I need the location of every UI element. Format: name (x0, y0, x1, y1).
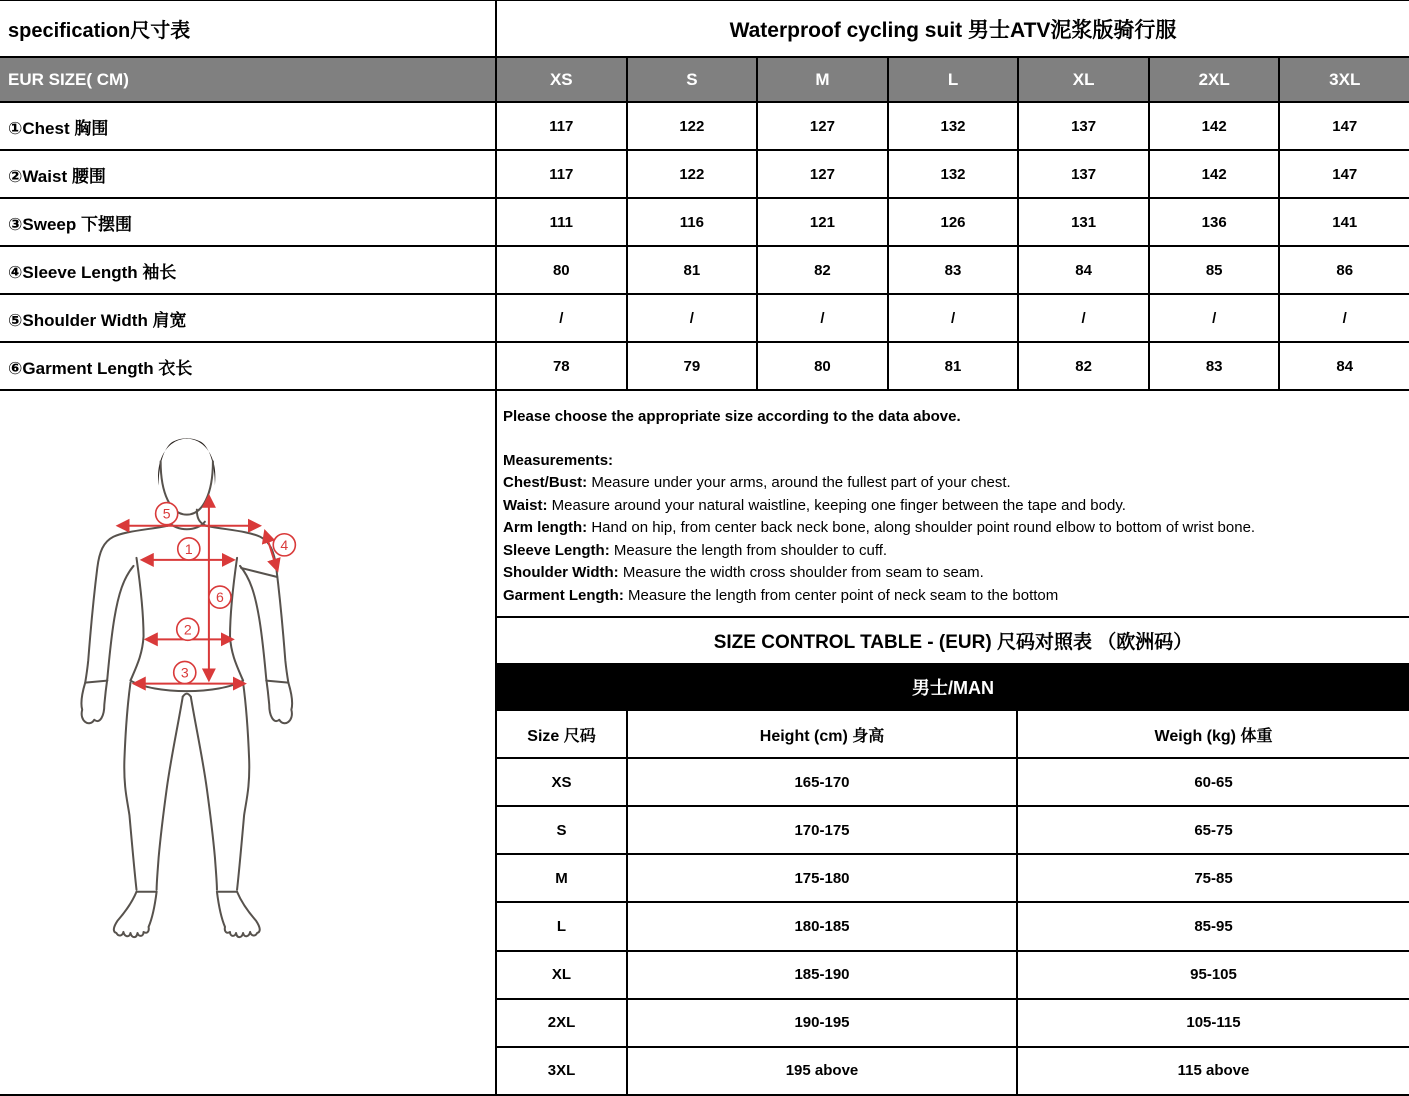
measure-point-3: 3 (180, 664, 189, 681)
size-value-cell: / (889, 295, 1020, 341)
size-value-cell: 122 (628, 151, 759, 197)
spec-title: specification尺寸表 (0, 1, 497, 56)
size-value-cell: 83 (889, 247, 1020, 293)
row-label: ①Chest 胸围 (0, 103, 497, 149)
size-value-cell: 141 (1332, 213, 1358, 231)
table-row-waist (0, 151, 1409, 199)
sc-size: 3XL (497, 1048, 628, 1094)
size-value-cell: 117 (497, 103, 628, 149)
right-leg-outer (237, 683, 249, 890)
sc-header-weight: Weigh (kg) 体重 (1154, 727, 1273, 745)
size-value-cell: 132 (889, 103, 1020, 149)
measure-point-4: 4 (280, 536, 289, 553)
measure-desc: Measure under your arms, around the fullest part of your chest. (587, 474, 1011, 491)
size-value-cell: / (758, 295, 889, 341)
sc-row-xs (497, 759, 1409, 807)
left-leg-outer (124, 683, 136, 890)
measure-term: Sleeve Length: (503, 541, 610, 559)
row-label: ③Sweep 下摆围 (0, 199, 497, 245)
sc-size: 2XL (497, 1000, 628, 1046)
size-value-cell: 111 (497, 199, 628, 245)
row-label: ⑤Shoulder Width 肩宽 (0, 295, 497, 341)
size-value-cell: / (497, 295, 628, 341)
measure-term: Waist: (503, 496, 548, 514)
size-value-cell: 78 (497, 343, 628, 389)
table-row-chest (0, 103, 1409, 151)
size-value-cell: / (628, 295, 759, 341)
measure-line-arm (503, 517, 1397, 540)
left-foot (114, 892, 157, 937)
sc-row-m (497, 855, 1409, 903)
eur-size-header: EUR SIZE( CM) (0, 58, 497, 101)
bottom-section (0, 391, 1409, 1094)
sc-weight: 85-95 (1194, 917, 1233, 935)
sc-height: 175-180 (628, 855, 1018, 901)
measure-desc: Hand on hip, from center back neck bone, along shoulder point round elbow to bottom of wrist bone. (587, 519, 1256, 536)
row-label: ⑥Garment Length 衣长 (0, 343, 497, 389)
size-value-cell: 137 (1019, 103, 1150, 149)
hair (158, 438, 215, 485)
sc-row-xl (497, 952, 1409, 1000)
sc-weight: 95-105 (1190, 966, 1237, 984)
left-arm (81, 526, 167, 724)
sc-row-2xl (497, 1000, 1409, 1048)
size-value-cell: / (1150, 295, 1281, 341)
size-header-m: M (758, 58, 889, 101)
size-value-cell: 137 (1019, 151, 1150, 197)
man-band: 男士/MAN (497, 663, 1409, 711)
size-value-cell: / (1019, 295, 1150, 341)
size-value-cell: 79 (628, 343, 759, 389)
size-value-cell: 131 (1019, 199, 1150, 245)
sc-height: 170-175 (628, 807, 1018, 853)
size-value-cell: 80 (758, 343, 889, 389)
measure-term: Chest/Bust: (503, 474, 588, 491)
table-row-garment-length (0, 343, 1409, 391)
size-value-cell: 81 (889, 343, 1020, 389)
size-value-cell: 80 (497, 247, 628, 293)
measure-term: Arm length: (503, 519, 588, 536)
size-value-cell: / (1342, 309, 1347, 327)
size-value-cell: 142 (1150, 103, 1281, 149)
sc-weight: 115 above (1177, 1062, 1250, 1080)
size-value-cell: 126 (889, 199, 1020, 245)
measure-point-6: 6 (216, 589, 224, 606)
size-value-cell: 127 (758, 151, 889, 197)
sc-weight: 105-115 (1186, 1014, 1241, 1032)
size-value-cell: 82 (1019, 343, 1150, 389)
right-panel (497, 391, 1409, 1094)
sc-header-size: Size 尺码 (497, 711, 628, 757)
size-value-cell: 147 (1332, 165, 1358, 183)
sc-size: L (497, 903, 628, 949)
measure-line-shoulder (503, 562, 1397, 585)
size-table-header-row (0, 58, 1409, 103)
size-header-2xl: 2XL (1150, 58, 1281, 101)
product-title: Waterproof cycling suit 男士ATV泥浆版骑行服 (729, 18, 1177, 42)
sc-row-l (497, 903, 1409, 951)
size-header-xs: XS (497, 58, 628, 101)
size-header-3xl: 3XL (1329, 69, 1361, 89)
size-header-l: L (889, 58, 1020, 101)
size-value-cell: 81 (628, 247, 759, 293)
sc-height: 195 above (628, 1048, 1018, 1094)
size-value-cell: 132 (889, 151, 1020, 197)
sc-row-s (497, 807, 1409, 855)
size-value-cell: 121 (758, 199, 889, 245)
size-value-cell: 117 (497, 151, 628, 197)
size-value-cell: 85 (1150, 247, 1281, 293)
sc-weight: 65-75 (1194, 821, 1233, 839)
size-value-cell: 127 (758, 103, 889, 149)
sc-header-height: Height (cm) 身高 (628, 711, 1018, 757)
size-value-cell: 86 (1336, 261, 1354, 279)
measure-desc: Measure the length from center point of neck seam to the bottom (623, 586, 1059, 604)
measure-point-5: 5 (162, 505, 171, 522)
measure-desc: Measure the width cross shoulder from seam to seam. (618, 564, 984, 581)
sc-height: 190-195 (628, 1000, 1018, 1046)
size-header-s: S (628, 58, 759, 101)
sc-height: 185-190 (628, 952, 1018, 998)
measurements-heading: Measurements: (503, 451, 614, 469)
sc-size: M (497, 855, 628, 901)
body-measurement-figure (56, 397, 398, 940)
sc-row-3xl (497, 1048, 1409, 1094)
measure-term: Shoulder Width: (503, 564, 619, 581)
size-control-rows (497, 759, 1409, 1094)
size-value-cell: 147 (1332, 117, 1358, 135)
measurement-instructions (497, 391, 1409, 618)
sc-weight: 75-85 (1194, 869, 1233, 887)
size-value-cell: 142 (1150, 151, 1281, 197)
size-value-cell: 84 (1019, 247, 1150, 293)
row-label: ④Sleeve Length 袖长 (0, 247, 497, 293)
figure-panel (0, 391, 497, 1094)
table-row-shoulder-width (0, 295, 1409, 343)
size-value-cell: 83 (1150, 343, 1281, 389)
measure-desc: Measure around your natural waistline, keeping one finger between the tape and body. (547, 496, 1126, 514)
measure-line-garment (503, 585, 1397, 608)
measure-desc: Measure the length from shoulder to cuff. (609, 541, 888, 559)
sc-height: 165-170 (628, 759, 1018, 805)
size-value-cell: 82 (758, 247, 889, 293)
row-label: ②Waist 腰围 (0, 151, 497, 197)
measure-point-1: 1 (184, 540, 193, 557)
measure-term: Garment Length: (503, 586, 624, 604)
size-control-header-row (497, 711, 1409, 759)
sc-height: 180-185 (628, 903, 1018, 949)
title-row (0, 1, 1409, 58)
sc-size: XL (497, 952, 628, 998)
size-value-cell: 84 (1336, 357, 1354, 375)
size-value-cell: 122 (628, 103, 759, 149)
size-header-xl: XL (1019, 58, 1150, 101)
body-outline (81, 438, 292, 937)
right-foot (217, 892, 260, 937)
sc-size: S (497, 807, 628, 853)
table-row-sweep (0, 199, 1409, 247)
table-row-sleeve-length (0, 247, 1409, 295)
measure-point-2: 2 (183, 621, 192, 638)
choose-size-note: Please choose the appropriate size according to the data above. (503, 408, 961, 425)
measure-line-sleeve (503, 540, 1397, 563)
size-value-cell: 116 (628, 199, 759, 245)
measure-line-waist (503, 495, 1397, 518)
sc-weight: 60-65 (1194, 773, 1233, 791)
size-control-title: SIZE CONTROL TABLE - (EUR) 尺码对照表 （欧洲码） (713, 632, 1193, 653)
measure-line-chest (503, 472, 1397, 495)
sc-size: XS (497, 759, 628, 805)
size-value-cell: 136 (1150, 199, 1281, 245)
